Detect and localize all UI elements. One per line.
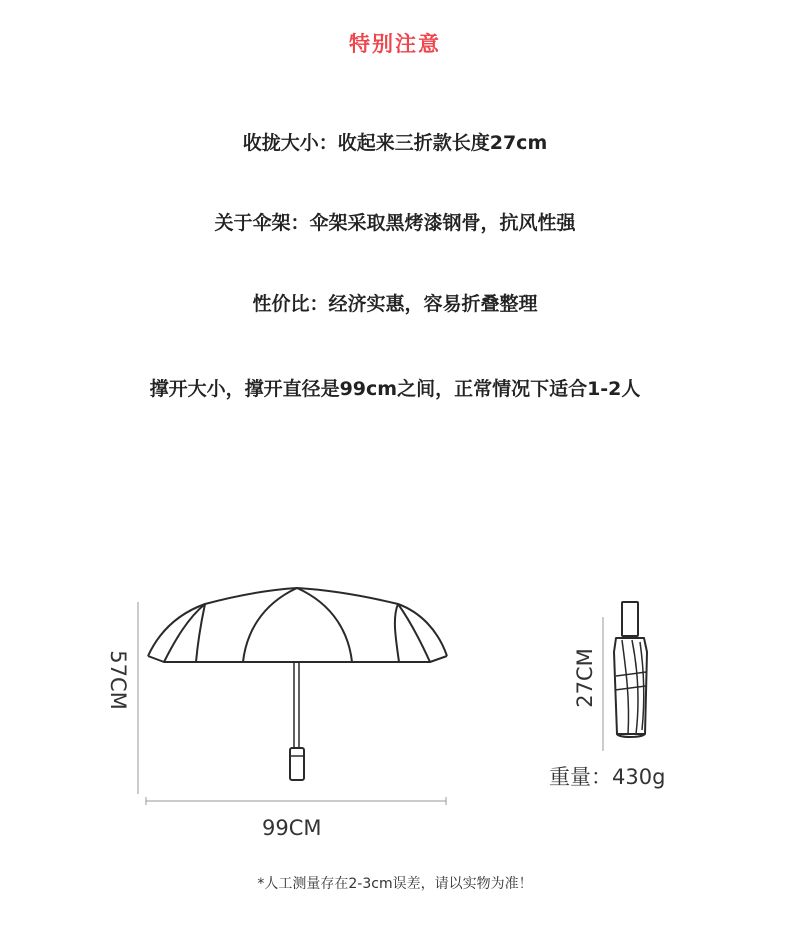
spec-open-size: 撑开大小，撑开直径是99cm之间，正常情况下适合1-2人 xyxy=(149,378,641,400)
open-umbrella-shaft xyxy=(290,662,304,780)
open-height-label: 57CM xyxy=(106,650,130,710)
spec-frame: 关于伞架：伞架采取黑烤漆钢骨，抗风性强 xyxy=(214,212,576,234)
folded-length-label: 27CM xyxy=(573,648,597,708)
page-title: 特别注意 xyxy=(349,32,441,56)
open-umbrella-icon xyxy=(148,588,447,662)
folded-umbrella-icon xyxy=(614,602,647,737)
open-width-label: 99CM xyxy=(262,816,322,840)
measurement-footnote: *人工测量存在2-3cm误差，请以实物为准！ xyxy=(257,876,533,892)
spec-value: 性价比：经济实惠，容易折叠整理 xyxy=(252,293,538,315)
weight-label: 重量：430g xyxy=(549,765,666,789)
spec-folded-size: 收拢大小：收起来三折款长度27cm xyxy=(242,132,548,154)
